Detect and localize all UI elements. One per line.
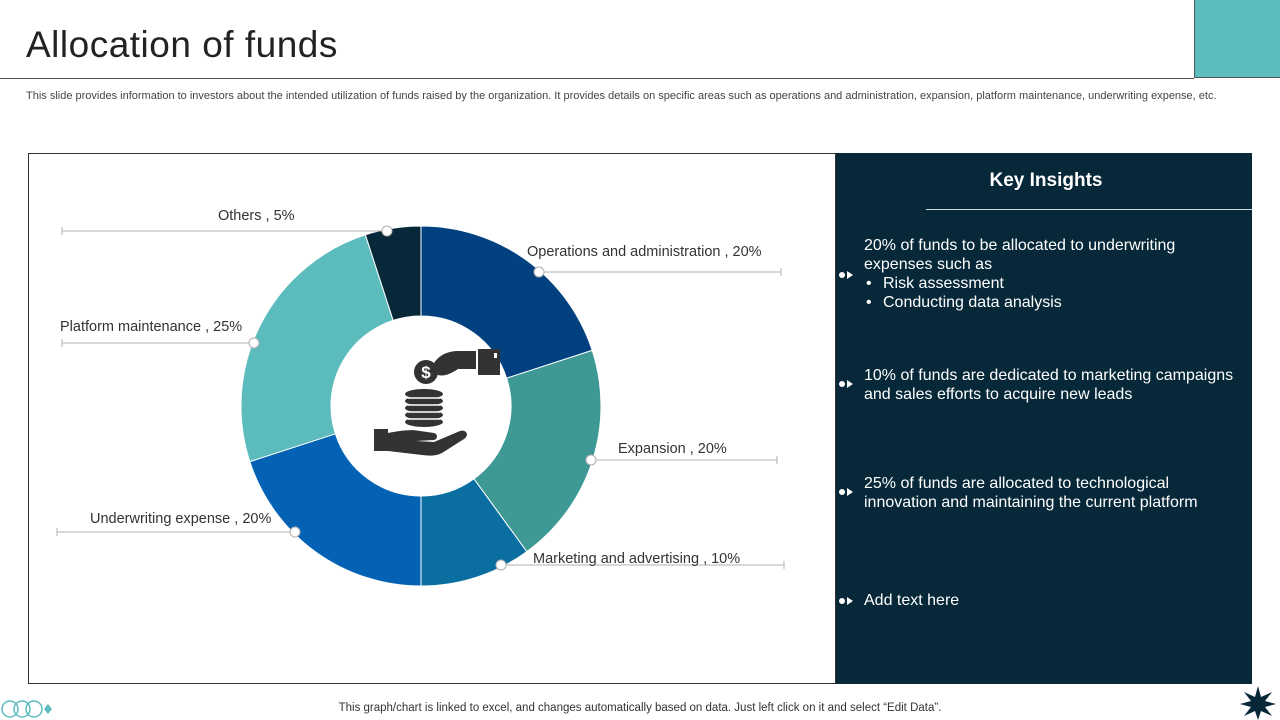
- leader-dot: [290, 527, 300, 537]
- page-title: Allocation of funds: [26, 24, 338, 65]
- insight-text: 20% of funds to be allocated to underwriting expenses such as • Risk assessment • Conducting data analysis: [864, 236, 1234, 312]
- insight-bullet: • Risk assessment: [864, 274, 1234, 293]
- slice-data-label: Marketing and advertising , 10%: [533, 551, 741, 567]
- arrow-bullet-icon: [838, 596, 856, 606]
- svg-text:$: $: [421, 363, 431, 382]
- leader-dot: [586, 455, 596, 465]
- insight-text[interactable]: Add text here: [864, 592, 960, 609]
- leader-dot: [496, 560, 506, 570]
- leader-dot: [534, 267, 544, 277]
- key-insights-panel: [836, 153, 1252, 684]
- donut-chart[interactable]: [29, 154, 835, 683]
- insight-bullet: • Conducting data analysis: [864, 293, 1234, 312]
- slice-data-label: Operations and administration , 20%: [527, 244, 762, 260]
- insight-bullet-list: [864, 274, 1234, 312]
- insight-text: 10% of funds are dedicated to marketing campaigns and sales efforts to acquire new leads: [864, 367, 1234, 403]
- slice-data-label: Others , 5%: [218, 208, 295, 224]
- slice-data-label: Platform maintenance , 25%: [60, 319, 243, 335]
- slice-data-label: Expansion , 20%: [618, 441, 727, 457]
- insights-title: Key Insights: [989, 170, 1103, 191]
- corner-accent-block: [1194, 0, 1280, 78]
- leader-dot: [382, 226, 392, 236]
- slice-data-label: Underwriting expense , 20%: [90, 511, 272, 527]
- arrow-bullet-icon: [838, 270, 856, 280]
- insight-text: 25% of funds are allocated to technological innovation and maintaining the current platform: [864, 475, 1198, 511]
- insights-divider: [926, 209, 1252, 210]
- arrow-bullet-icon: [838, 379, 856, 389]
- leader-dot: [249, 338, 259, 348]
- slide-description: This slide provides information to investors about the intended utilization of funds raised by the organization. It provides details on specific areas such as operations and administration, expansion, platform maintenance, underwriting expense, etc.: [26, 90, 1217, 102]
- donut-chart-panel[interactable]: [28, 153, 836, 684]
- title-divider: [0, 78, 1194, 79]
- starburst-decoration-icon: [1240, 686, 1276, 720]
- arrow-bullet-icon: [838, 487, 856, 497]
- footer-note: This graph/chart is linked to excel, and changes automatically based on data. Just left click on it and select “Edit Data”.: [338, 702, 942, 714]
